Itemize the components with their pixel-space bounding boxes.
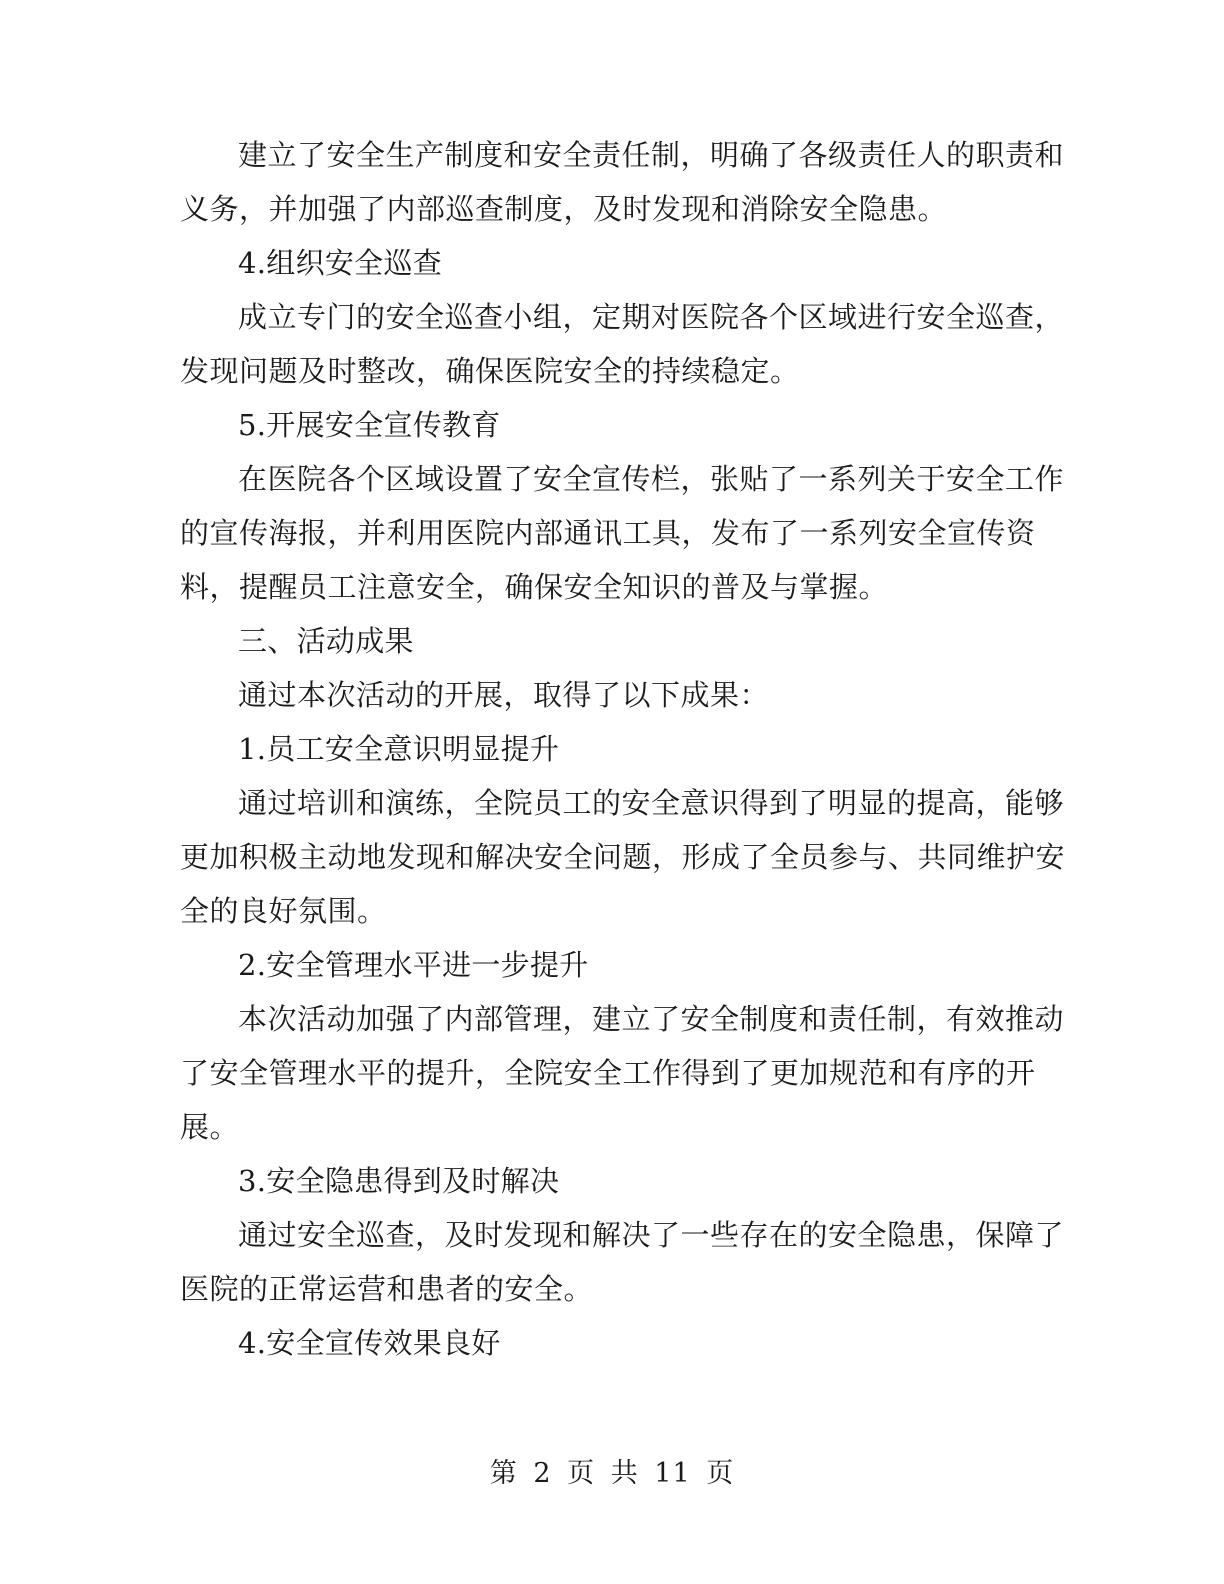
section-heading: 3.安全隐患得到及时解决 bbox=[238, 1164, 560, 1198]
paragraph-line: 料，提醒员工注意安全，确保安全知识的普及与掌握。 bbox=[180, 570, 889, 604]
paragraph-line: 本次活动加强了内部管理，建立了安全制度和责任制，有效推动 bbox=[238, 1002, 1065, 1036]
paragraph-line: 医院的正常运营和患者的安全。 bbox=[180, 1272, 594, 1306]
paragraph-line: 在医院各个区域设置了安全宣传栏，张贴了一系列关于安全工作 bbox=[238, 462, 1065, 496]
paragraph-line: 通过安全巡查，及时发现和解决了一些存在的安全隐患，保障了 bbox=[238, 1218, 1065, 1252]
paragraph-line: 义务，并加强了内部巡查制度，及时发现和消除安全隐患。 bbox=[180, 192, 948, 226]
paragraph-line: 全的良好氛围。 bbox=[180, 894, 387, 928]
section-heading: 5.开展安全宣传教育 bbox=[238, 408, 501, 442]
paragraph-line: 的宣传海报，并利用医院内部通讯工具，发布了一系列安全宣传资 bbox=[180, 516, 1036, 550]
paragraph-line: 通过本次活动的开展，取得了以下成果： bbox=[238, 678, 770, 712]
section-heading: 2.安全管理水平进一步提升 bbox=[238, 948, 589, 982]
paragraph-line: 发现问题及时整改，确保医院安全的持续稳定。 bbox=[180, 354, 800, 388]
section-heading: 4.安全宣传效果良好 bbox=[238, 1326, 501, 1360]
section-heading: 4.组织安全巡查 bbox=[238, 246, 443, 280]
chapter-heading: 三、活动成果 bbox=[238, 624, 414, 658]
section-heading: 1.员工安全意识明显提升 bbox=[238, 732, 560, 766]
paragraph-line: 展。 bbox=[180, 1110, 240, 1144]
paragraph-line: 通过培训和演练，全院员工的安全意识得到了明显的提高，能够 bbox=[238, 786, 1065, 820]
paragraph-line: 了安全管理水平的提升，全院安全工作得到了更加规范和有序的开 bbox=[180, 1056, 1036, 1090]
paragraph-line: 成立专门的安全巡查小组，定期对医院各个区域进行安全巡查， bbox=[238, 300, 1065, 334]
paragraph-line: 建立了安全生产制度和安全责任制，明确了各级责任人的职责和 bbox=[238, 138, 1065, 172]
paragraph-line: 更加积极主动地发现和解决安全问题，形成了全员参与、共同维护安 bbox=[180, 840, 1066, 874]
page-number-footer: 第 2 页 共 11 页 bbox=[489, 1458, 735, 1489]
